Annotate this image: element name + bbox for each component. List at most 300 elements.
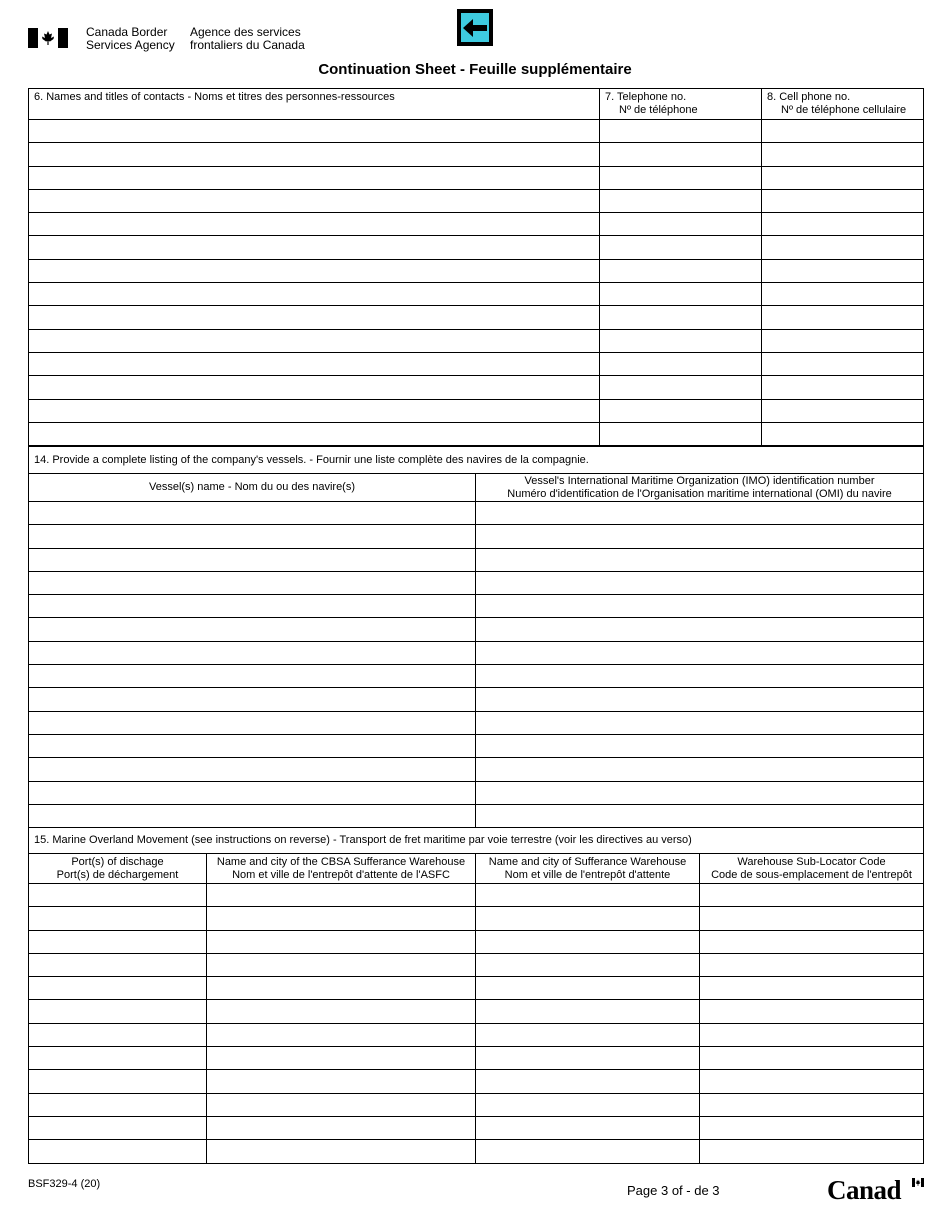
contact-phone-input[interactable] xyxy=(600,353,761,365)
vessel-imo-cell xyxy=(476,548,924,571)
canada-flag-icon xyxy=(28,28,68,48)
overland-warehouse-cell xyxy=(476,1140,700,1163)
vessel-row xyxy=(29,618,924,641)
vessel-imo-input[interactable] xyxy=(476,642,923,654)
overland-warehouse-input[interactable] xyxy=(476,1117,699,1129)
overland-warehouse-input[interactable] xyxy=(476,907,699,919)
overland-row xyxy=(29,1047,924,1070)
contact-cell-input[interactable] xyxy=(762,143,923,155)
vessel-name-input[interactable] xyxy=(29,712,475,724)
overland-sub-locator-cell xyxy=(700,930,924,953)
overland-port-cell xyxy=(29,1093,207,1116)
contact-name-cell xyxy=(29,422,600,445)
vessel-imo-input[interactable] xyxy=(476,502,923,514)
contact-row xyxy=(29,189,924,212)
page-title: Continuation Sheet - Feuille supplémentaire xyxy=(318,61,632,78)
vessels-header-row xyxy=(29,474,924,502)
vessel-row xyxy=(29,734,924,757)
contact-cell-input[interactable] xyxy=(762,213,923,225)
contact-name-cell xyxy=(29,189,600,212)
overland-section-label: 15. Marine Overland Movement (see instructions on reverse) - Transport de fret maritime par voie terrestre (voir les directives au verso) xyxy=(29,828,924,854)
overland-cbsa-warehouse-cell xyxy=(207,977,476,1000)
overland-row xyxy=(29,1000,924,1023)
overland-sub-locator-input[interactable] xyxy=(700,884,923,896)
contact-name-input[interactable] xyxy=(29,167,599,179)
overland-cbsa-warehouse-cell xyxy=(207,1047,476,1070)
overland-sub-locator-input[interactable] xyxy=(700,931,923,943)
contact-phone-input[interactable] xyxy=(600,120,761,132)
overland-port-cell xyxy=(29,1023,207,1046)
vessel-row xyxy=(29,595,924,618)
contact-phone-cell xyxy=(600,399,762,422)
vessel-imo-input[interactable] xyxy=(476,782,923,794)
overland-port-cell xyxy=(29,1116,207,1139)
contact-phone-input[interactable] xyxy=(600,236,761,248)
contact-cell-cell xyxy=(762,213,924,236)
contact-name-input[interactable] xyxy=(29,283,599,295)
vessel-row xyxy=(29,665,924,688)
vessel-imo-input[interactable] xyxy=(476,595,923,607)
overland-warehouse-cell xyxy=(476,977,700,1000)
vessel-row xyxy=(29,758,924,781)
contacts-cell-header: 8. Cell phone no. Nº de téléphone cellulaire xyxy=(762,89,924,120)
overland-row xyxy=(29,1093,924,1116)
contact-phone-cell xyxy=(600,422,762,445)
agency-name-fr xyxy=(190,26,305,52)
cbsa-warehouse-header: Name and city of the CBSA Sufferance Warehouse Nom et ville de l'entrepôt d'attente de l'ASFC xyxy=(207,854,476,884)
contacts-name-header: 6. Names and titles of contacts - Noms et titres des personnes-ressources xyxy=(29,89,600,120)
overland-sub-locator-input[interactable] xyxy=(700,1024,923,1036)
vessel-row xyxy=(29,571,924,594)
overland-cbsa-warehouse-cell xyxy=(207,1140,476,1163)
vessel-row xyxy=(29,548,924,571)
overland-sub-locator-input[interactable] xyxy=(700,1000,923,1012)
vessel-name-cell xyxy=(29,688,476,711)
contact-name-input[interactable] xyxy=(29,376,599,388)
overland-warehouse-input[interactable] xyxy=(476,1094,699,1106)
overland-port-input[interactable] xyxy=(29,1140,206,1152)
overland-port-input[interactable] xyxy=(29,977,206,989)
overland-section-row xyxy=(29,828,924,854)
vessels-section-label: 14. Provide a complete listing of the company's vessels. - Fournir une liste complète des navires de la compagnie. xyxy=(29,447,924,474)
contact-phone-input[interactable] xyxy=(600,330,761,342)
sub-locator-code-header: Warehouse Sub-Locator Code Code de sous-emplacement de l'entrepôt xyxy=(700,854,924,884)
vessel-name-cell xyxy=(29,781,476,804)
contact-name-cell xyxy=(29,259,600,282)
contact-phone-cell xyxy=(600,213,762,236)
contact-name-input[interactable] xyxy=(29,260,599,272)
contact-phone-input[interactable] xyxy=(600,423,761,435)
contact-cell-input[interactable] xyxy=(762,376,923,388)
overland-port-cell xyxy=(29,1000,207,1023)
overland-cbsa-warehouse-input[interactable] xyxy=(207,884,475,896)
vessel-name-input[interactable] xyxy=(29,642,475,654)
vessel-imo-cell xyxy=(476,781,924,804)
overland-sub-locator-cell xyxy=(700,907,924,930)
sufferance-warehouse-header: Name and city of Sufferance Warehouse Nom et ville de l'entrepôt d'attente xyxy=(476,854,700,884)
contacts-header-row xyxy=(29,89,924,120)
contact-row xyxy=(29,306,924,329)
overland-sub-locator-input[interactable] xyxy=(700,907,923,919)
overland-cbsa-warehouse-input[interactable] xyxy=(207,907,475,919)
contact-cell-input[interactable] xyxy=(762,260,923,272)
contact-phone-cell xyxy=(600,352,762,375)
vessel-imo-cell xyxy=(476,711,924,734)
contact-name-cell xyxy=(29,120,600,143)
overland-port-input[interactable] xyxy=(29,1047,206,1059)
overland-port-input[interactable] xyxy=(29,907,206,919)
overland-cbsa-warehouse-input[interactable] xyxy=(207,1094,475,1106)
contact-phone-input[interactable] xyxy=(600,376,761,388)
overland-port-cell xyxy=(29,1070,207,1093)
contact-row xyxy=(29,283,924,306)
vessel-name-cell xyxy=(29,804,476,827)
overland-sub-locator-cell xyxy=(700,1140,924,1163)
contact-name-input[interactable] xyxy=(29,306,599,318)
vessel-imo-header: Vessel's International Maritime Organization (IMO) identification number Numéro d'identification de l'Organisation maritime international (OMI) du navire xyxy=(476,474,924,502)
overland-row xyxy=(29,1070,924,1093)
contact-row xyxy=(29,213,924,236)
contact-phone-cell xyxy=(600,120,762,143)
vessel-imo-input[interactable] xyxy=(476,525,923,537)
contact-phone-input[interactable] xyxy=(600,283,761,295)
contact-cell-cell xyxy=(762,329,924,352)
overland-sub-locator-input[interactable] xyxy=(700,954,923,966)
agency-name-en xyxy=(86,26,175,52)
overland-port-input[interactable] xyxy=(29,1000,206,1012)
contact-cell-input[interactable] xyxy=(762,400,923,412)
vessel-imo-cell xyxy=(476,758,924,781)
vessel-name-cell xyxy=(29,711,476,734)
contact-row xyxy=(29,259,924,282)
contact-cell-input[interactable] xyxy=(762,330,923,342)
vessel-row xyxy=(29,688,924,711)
wordmark-flag-icon xyxy=(912,1178,924,1187)
overland-sub-locator-cell xyxy=(700,1116,924,1139)
contact-name-input[interactable] xyxy=(29,143,599,155)
overland-port-input[interactable] xyxy=(29,1094,206,1106)
contact-cell-cell xyxy=(762,283,924,306)
contact-row xyxy=(29,236,924,259)
vessel-imo-cell xyxy=(476,734,924,757)
vessel-name-input[interactable] xyxy=(29,595,475,607)
overland-warehouse-input[interactable] xyxy=(476,1140,699,1152)
contact-row xyxy=(29,376,924,399)
vessels-section-row xyxy=(29,447,924,474)
contact-cell-input[interactable] xyxy=(762,353,923,365)
contact-row xyxy=(29,329,924,352)
contact-phone-input[interactable] xyxy=(600,306,761,318)
overland-warehouse-cell xyxy=(476,1116,700,1139)
contact-cell-cell xyxy=(762,422,924,445)
contact-name-input[interactable] xyxy=(29,423,599,435)
overland-cbsa-warehouse-input[interactable] xyxy=(207,1117,475,1129)
overland-warehouse-cell xyxy=(476,1070,700,1093)
contact-cell-cell xyxy=(762,143,924,166)
contact-name-input[interactable] xyxy=(29,236,599,248)
overland-warehouse-cell xyxy=(476,1047,700,1070)
page-number: Page 3 of - de 3 xyxy=(627,1183,720,1198)
overland-port-cell xyxy=(29,930,207,953)
overland-row xyxy=(29,977,924,1000)
contact-name-cell xyxy=(29,329,600,352)
overland-sub-locator-cell xyxy=(700,1070,924,1093)
vessel-imo-cell xyxy=(476,804,924,827)
agency-fr-line1: Agence des services xyxy=(190,25,301,39)
vessel-name-input[interactable] xyxy=(29,525,475,537)
contact-phone-cell xyxy=(600,376,762,399)
contact-cell-cell xyxy=(762,189,924,212)
vessel-name-input[interactable] xyxy=(29,758,475,770)
vessel-imo-cell xyxy=(476,525,924,548)
vessel-name-cell xyxy=(29,665,476,688)
overland-port-cell xyxy=(29,953,207,976)
contact-name-cell xyxy=(29,399,600,422)
overland-warehouse-input[interactable] xyxy=(476,954,699,966)
back-button[interactable] xyxy=(457,9,493,46)
contact-name-input[interactable] xyxy=(29,120,599,132)
agency-en-line2: Services Agency xyxy=(86,38,175,52)
contact-row xyxy=(29,143,924,166)
overland-cbsa-warehouse-cell xyxy=(207,930,476,953)
contact-phone-cell xyxy=(600,329,762,352)
overland-cbsa-warehouse-cell xyxy=(207,953,476,976)
overland-cbsa-warehouse-input[interactable] xyxy=(207,1047,475,1059)
contact-name-cell xyxy=(29,166,600,189)
vessel-row xyxy=(29,781,924,804)
vessel-name-input[interactable] xyxy=(29,572,475,584)
overland-warehouse-input[interactable] xyxy=(476,1024,699,1036)
vessel-imo-cell xyxy=(476,665,924,688)
vessel-row xyxy=(29,502,924,525)
overland-port-input[interactable] xyxy=(29,1024,206,1036)
vessel-name-input[interactable] xyxy=(29,688,475,700)
vessel-name-cell xyxy=(29,734,476,757)
overland-sub-locator-cell xyxy=(700,1023,924,1046)
overland-sub-locator-cell xyxy=(700,1000,924,1023)
vessel-imo-input[interactable] xyxy=(476,665,923,677)
vessel-imo-cell xyxy=(476,641,924,664)
contact-row xyxy=(29,422,924,445)
overland-sub-locator-input[interactable] xyxy=(700,1070,923,1082)
vessel-name-cell xyxy=(29,525,476,548)
vessel-name-header: Vessel(s) name - Nom du ou des navire(s) xyxy=(29,474,476,502)
vessel-imo-cell xyxy=(476,571,924,594)
overland-row xyxy=(29,930,924,953)
contact-cell-cell xyxy=(762,399,924,422)
overland-port-input[interactable] xyxy=(29,884,206,896)
overland-cbsa-warehouse-input[interactable] xyxy=(207,1140,475,1152)
overland-cbsa-warehouse-input[interactable] xyxy=(207,1070,475,1082)
overland-sub-locator-cell xyxy=(700,953,924,976)
contact-phone-cell xyxy=(600,189,762,212)
vessel-row xyxy=(29,525,924,548)
contact-name-cell xyxy=(29,213,600,236)
contact-row xyxy=(29,166,924,189)
overland-row xyxy=(29,953,924,976)
overland-cbsa-warehouse-input[interactable] xyxy=(207,977,475,989)
overland-port-input[interactable] xyxy=(29,931,206,943)
contact-name-cell xyxy=(29,306,600,329)
overland-row xyxy=(29,1023,924,1046)
overland-warehouse-cell xyxy=(476,907,700,930)
overland-warehouse-input[interactable] xyxy=(476,977,699,989)
overland-cbsa-warehouse-cell xyxy=(207,1093,476,1116)
overland-port-cell xyxy=(29,1140,207,1163)
contact-cell-input[interactable] xyxy=(762,283,923,295)
vessel-imo-input[interactable] xyxy=(476,712,923,724)
contact-name-cell xyxy=(29,143,600,166)
contact-phone-cell xyxy=(600,236,762,259)
contact-phone-input[interactable] xyxy=(600,260,761,272)
vessel-name-cell xyxy=(29,548,476,571)
contact-row xyxy=(29,120,924,143)
contact-phone-cell xyxy=(600,166,762,189)
vessel-name-input[interactable] xyxy=(29,549,475,561)
contact-phone-cell xyxy=(600,259,762,282)
contact-cell-cell xyxy=(762,306,924,329)
contact-name-cell xyxy=(29,376,600,399)
vessel-name-input[interactable] xyxy=(29,502,475,514)
overland-sub-locator-cell xyxy=(700,977,924,1000)
vessel-name-cell xyxy=(29,595,476,618)
contact-cell-input[interactable] xyxy=(762,236,923,248)
overland-cbsa-warehouse-input[interactable] xyxy=(207,954,475,966)
contact-cell-input[interactable] xyxy=(762,120,923,132)
overland-warehouse-cell xyxy=(476,953,700,976)
vessels-table xyxy=(28,446,924,828)
contact-cell-cell xyxy=(762,259,924,282)
overland-warehouse-cell xyxy=(476,1093,700,1116)
agency-en-line1: Canada Border xyxy=(86,25,168,39)
overland-warehouse-cell xyxy=(476,884,700,907)
vessel-name-input[interactable] xyxy=(29,805,475,817)
contact-phone-cell xyxy=(600,283,762,306)
overland-row xyxy=(29,1140,924,1163)
contact-phone-cell xyxy=(600,143,762,166)
contact-phone-input[interactable] xyxy=(600,213,761,225)
overland-port-cell xyxy=(29,907,207,930)
vessel-imo-input[interactable] xyxy=(476,758,923,770)
contact-name-cell xyxy=(29,352,600,375)
overland-cbsa-warehouse-input[interactable] xyxy=(207,1024,475,1036)
overland-port-cell xyxy=(29,977,207,1000)
overland-port-input[interactable] xyxy=(29,954,206,966)
contact-row xyxy=(29,352,924,375)
form-id: BSF329-4 (20) xyxy=(28,1178,101,1190)
vessel-imo-input[interactable] xyxy=(476,735,923,747)
overland-row xyxy=(29,884,924,907)
contact-cell-cell xyxy=(762,120,924,143)
vessel-imo-cell xyxy=(476,688,924,711)
overland-cbsa-warehouse-cell xyxy=(207,1000,476,1023)
vessel-name-input[interactable] xyxy=(29,618,475,630)
overland-row xyxy=(29,907,924,930)
overland-table xyxy=(28,827,924,1164)
vessel-name-cell xyxy=(29,502,476,525)
vessel-row xyxy=(29,804,924,827)
overland-sub-locator-input[interactable] xyxy=(700,1047,923,1059)
vessel-row xyxy=(29,711,924,734)
contacts-phone-header: 7. Telephone no. Nº de téléphone xyxy=(600,89,762,120)
contact-name-cell xyxy=(29,236,600,259)
vessel-imo-input[interactable] xyxy=(476,805,923,817)
contact-name-input[interactable] xyxy=(29,330,599,342)
overland-cbsa-warehouse-cell xyxy=(207,884,476,907)
vessel-imo-cell xyxy=(476,502,924,525)
overland-warehouse-cell xyxy=(476,1023,700,1046)
contact-phone-input[interactable] xyxy=(600,400,761,412)
overland-cbsa-warehouse-cell xyxy=(207,907,476,930)
overland-sub-locator-cell xyxy=(700,884,924,907)
vessel-row xyxy=(29,641,924,664)
vessel-name-input[interactable] xyxy=(29,735,475,747)
overland-warehouse-input[interactable] xyxy=(476,931,699,943)
vessel-imo-input[interactable] xyxy=(476,572,923,584)
overland-sub-locator-input[interactable] xyxy=(700,1094,923,1106)
contacts-table xyxy=(28,88,924,446)
agency-fr-line2: frontaliers du Canada xyxy=(190,38,305,52)
vessel-name-input[interactable] xyxy=(29,782,475,794)
discharge-port-header: Port(s) of dischage Port(s) de déchargement xyxy=(29,854,207,884)
contact-row xyxy=(29,399,924,422)
overland-sub-locator-input[interactable] xyxy=(700,1117,923,1129)
contact-phone-input[interactable] xyxy=(600,167,761,179)
contact-name-cell xyxy=(29,283,600,306)
contact-name-input[interactable] xyxy=(29,400,599,412)
contact-cell-cell xyxy=(762,376,924,399)
overland-warehouse-input[interactable] xyxy=(476,1047,699,1059)
overland-cbsa-warehouse-cell xyxy=(207,1070,476,1093)
overland-warehouse-cell xyxy=(476,1000,700,1023)
overland-warehouse-input[interactable] xyxy=(476,1000,699,1012)
contact-cell-cell xyxy=(762,236,924,259)
contact-cell-input[interactable] xyxy=(762,423,923,435)
vessel-imo-input[interactable] xyxy=(476,688,923,700)
overland-row xyxy=(29,1116,924,1139)
vessel-name-input[interactable] xyxy=(29,665,475,677)
overland-warehouse-input[interactable] xyxy=(476,884,699,896)
contact-cell-input[interactable] xyxy=(762,190,923,202)
overland-sub-locator-cell xyxy=(700,1047,924,1070)
contact-name-input[interactable] xyxy=(29,190,599,202)
contact-phone-input[interactable] xyxy=(600,143,761,155)
contact-phone-input[interactable] xyxy=(600,190,761,202)
contact-name-input[interactable] xyxy=(29,353,599,365)
overland-sub-locator-input[interactable] xyxy=(700,1140,923,1152)
overland-port-cell xyxy=(29,1047,207,1070)
contact-cell-cell xyxy=(762,352,924,375)
overland-sub-locator-cell xyxy=(700,1093,924,1116)
overland-cbsa-warehouse-input[interactable] xyxy=(207,1000,475,1012)
vessel-imo-cell xyxy=(476,618,924,641)
vessel-imo-input[interactable] xyxy=(476,549,923,561)
contact-cell-input[interactable] xyxy=(762,306,923,318)
overland-cbsa-warehouse-input[interactable] xyxy=(207,931,475,943)
overland-cbsa-warehouse-cell xyxy=(207,1023,476,1046)
contact-cell-input[interactable] xyxy=(762,167,923,179)
vessel-imo-input[interactable] xyxy=(476,618,923,630)
contact-name-input[interactable] xyxy=(29,213,599,225)
contact-cell-cell xyxy=(762,166,924,189)
overland-warehouse-cell xyxy=(476,930,700,953)
overland-port-input[interactable] xyxy=(29,1070,206,1082)
vessel-name-cell xyxy=(29,571,476,594)
vessel-name-cell xyxy=(29,618,476,641)
overland-port-input[interactable] xyxy=(29,1117,206,1129)
overland-warehouse-input[interactable] xyxy=(476,1070,699,1082)
overland-sub-locator-input[interactable] xyxy=(700,977,923,989)
